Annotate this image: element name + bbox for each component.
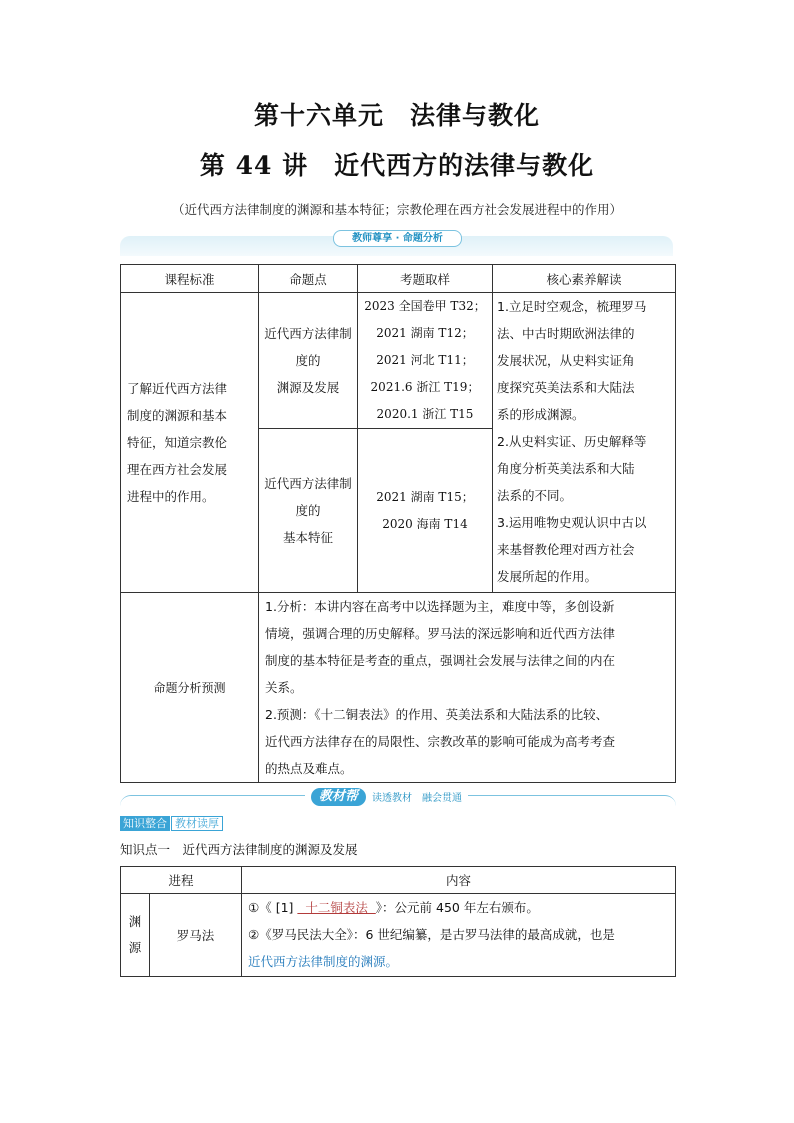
exam-item: 2021 河北 T11； bbox=[376, 353, 474, 367]
curriculum-standard-cell bbox=[121, 293, 259, 593]
core-line: 角度分析英美法系和大陆 bbox=[497, 461, 635, 476]
subtitle: （近代西方法律制度的渊源和基本特征；宗教伦理在西方社会发展进程中的作用） bbox=[171, 202, 622, 217]
topic-point-features bbox=[259, 429, 358, 593]
prediction-line: 关系。 bbox=[265, 680, 303, 695]
fill-blank: 十二铜表法 bbox=[297, 900, 376, 915]
roman-law-content bbox=[242, 894, 676, 977]
standard-line: 进程中的作用。 bbox=[127, 489, 215, 504]
core-line: 发展状况，从史料实证角 bbox=[497, 353, 635, 368]
content-line: ②《罗马民法大全》：6 世纪编纂，是古罗马法律的最高成就，也是 bbox=[248, 927, 615, 942]
textbook-banner bbox=[120, 786, 676, 806]
core-literacy-cell bbox=[493, 293, 676, 593]
content-line bbox=[248, 894, 669, 921]
point-line: 度的 bbox=[295, 503, 321, 518]
header-point: 命题点 bbox=[259, 265, 358, 293]
textbook-tag: 教材帮 bbox=[311, 788, 366, 806]
header-standard: 课程标准 bbox=[121, 265, 259, 293]
point-line: 基本特征 bbox=[282, 530, 333, 545]
exam-item: 2021 湖南 T12； bbox=[376, 326, 474, 340]
prediction-line: 情境，强调合理的历史解释。罗马法的深远影响和近代西方法律 bbox=[265, 626, 616, 641]
prediction-line: 的热点及难点。 bbox=[265, 761, 353, 776]
prediction-line: 1.分析：本讲内容在高考中以选择题为主，难度中等，多创设新 bbox=[265, 599, 615, 614]
line1-suffix: 》：公元前 450 年左右颁布。 bbox=[375, 900, 539, 915]
content-line-highlight: 近代西方法律制度的渊源。 bbox=[248, 954, 399, 969]
header-core: 核心素养解读 bbox=[493, 265, 676, 293]
knowledge-table bbox=[120, 866, 676, 977]
header-exam: 考题取样 bbox=[358, 265, 493, 293]
point-line: 近代西方法律制 bbox=[264, 326, 352, 341]
core-line: 度探究英美法系和大陆法 bbox=[497, 380, 635, 395]
exam-item: 2021 湖南 T15； bbox=[376, 489, 474, 504]
line1-prefix: ①《 [1] bbox=[248, 900, 298, 915]
core-line: 法、中古时期欧洲法律的 bbox=[497, 326, 635, 341]
curriculum-table bbox=[120, 264, 676, 783]
standard-line: 特征，知道宗教伦 bbox=[127, 435, 228, 450]
point-line: 近代西方法律制 bbox=[264, 476, 352, 491]
table-row bbox=[121, 593, 676, 783]
table-header-row bbox=[121, 867, 676, 894]
exam-item: 2020.1 浙江 T15 bbox=[376, 407, 474, 421]
banner-pill: 教师尊享 · 命题分析 bbox=[333, 230, 462, 247]
exam-item: 2023 全国卷甲 T32； bbox=[364, 299, 486, 313]
table-row bbox=[121, 894, 676, 977]
unit-title: 第十六单元 法律与教化 bbox=[253, 101, 540, 130]
exam-item: 2020 海南 T14 bbox=[382, 516, 468, 531]
origin-char: 源 bbox=[128, 940, 142, 955]
teacher-banner bbox=[120, 230, 673, 256]
tag-reading: 教材读厚 bbox=[171, 816, 223, 831]
point-line: 渊源及发展 bbox=[276, 380, 340, 395]
lecture-title: 第 44 讲 近代西方的法律与教化 bbox=[199, 151, 595, 180]
core-line: 来基督教伦理对西方社会 bbox=[497, 542, 635, 557]
standard-line: 了解近代西方法律 bbox=[127, 381, 228, 396]
textbook-tagline: 读透教材 融会贯通 bbox=[372, 793, 463, 804]
core-line: 系的形成渊源。 bbox=[497, 407, 585, 422]
section-tags bbox=[120, 816, 223, 831]
prediction-cell bbox=[259, 593, 676, 783]
core-line: 2.从史料实证、历史解释等 bbox=[497, 434, 647, 449]
core-line: 3.运用唯物史观认识中古以 bbox=[497, 515, 647, 530]
core-line: 法系的不同。 bbox=[497, 488, 573, 503]
table-header-row bbox=[121, 265, 676, 293]
origin-char: 渊 bbox=[128, 914, 142, 929]
header-process: 进程 bbox=[121, 867, 242, 894]
topic-point-origin bbox=[259, 293, 358, 429]
exam-item: 2021.6 浙江 T19； bbox=[370, 380, 480, 394]
standard-line: 理在西方社会发展 bbox=[127, 462, 228, 477]
prediction-label: 命题分析预测 bbox=[121, 593, 259, 783]
exam-samples-2 bbox=[358, 429, 493, 593]
origin-label bbox=[121, 894, 150, 977]
prediction-line: 2.预测：《十二铜表法》的作用、英美法系和大陆法系的比较、 bbox=[265, 707, 609, 722]
core-line: 发展所起的作用。 bbox=[497, 569, 598, 584]
point-line: 度的 bbox=[295, 353, 321, 368]
table-row bbox=[121, 293, 676, 429]
banner-label bbox=[305, 786, 468, 804]
tag-knowledge: 知识整合 bbox=[120, 816, 170, 831]
prediction-line: 制度的基本特征是考查的重点，强调社会发展与法律之间的内在 bbox=[265, 653, 616, 668]
prediction-line: 近代西方法律存在的局限性、宗教改革的影响可能成为高考考查 bbox=[265, 734, 616, 749]
knowledge-point-heading: 知识点一 近代西方法律制度的渊源及发展 bbox=[120, 842, 358, 857]
header-content: 内容 bbox=[242, 867, 676, 894]
standard-line: 制度的渊源和基本 bbox=[127, 408, 228, 423]
roman-law-label: 罗马法 bbox=[150, 894, 242, 977]
exam-samples-1 bbox=[358, 293, 493, 429]
core-line: 1.立足时空观念，梳理罗马 bbox=[497, 299, 647, 314]
